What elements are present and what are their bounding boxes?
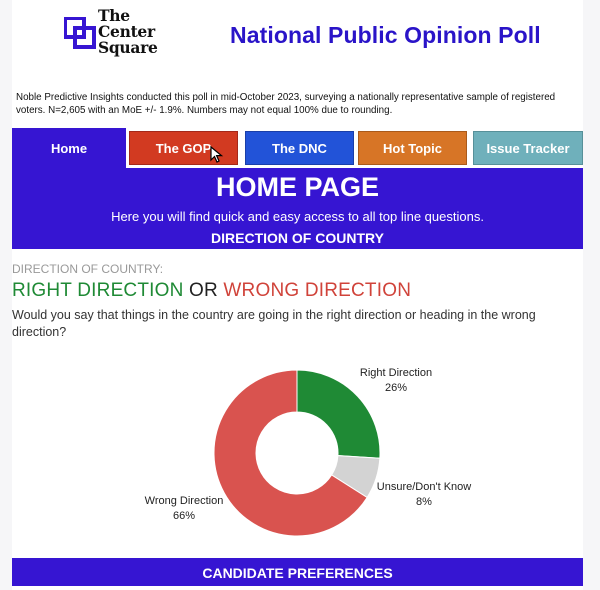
donut-svg: [12, 348, 583, 558]
methodology-note: Noble Predictive Insights conducted this poll in mid-October 2023, surveying a nationally representative sample of registered voters. N=2,605 with an MoE +/- 1.9%. Numbers may not equal 100% due to rounding.: [12, 92, 583, 122]
banner-title: HOME PAGE: [215, 172, 379, 202]
question-text: Would you say that things in the country are going in the right direction or heading in the wrong direction?: [12, 308, 536, 339]
slice-value-label: 66%: [172, 510, 196, 522]
donut-slice-right-direction[interactable]: [297, 370, 380, 458]
tab-hot-topic[interactable]: Hot Topic: [358, 131, 467, 165]
page-title: National Public Opinion Poll: [230, 22, 541, 48]
title-wrong-direction: WRONG DIRECTION: [223, 280, 412, 301]
home-banner: [12, 168, 583, 249]
center-square-logo-icon: [64, 17, 96, 49]
mouse-pointer-icon: [210, 146, 224, 164]
slice-value-label: 8%: [416, 496, 432, 508]
poll-dashboard: [12, 0, 583, 590]
slice-value-label: 26%: [384, 382, 408, 394]
tab-gop[interactable]: The GOP: [129, 131, 238, 165]
question-kicker: DIRECTION OF COUNTRY:: [12, 262, 164, 276]
tab-home[interactable]: Home: [12, 128, 126, 168]
slice-label: Wrong Direction: [144, 495, 224, 507]
logo-line-1: The: [98, 6, 130, 25]
slice-label: Right Direction: [359, 367, 433, 379]
question-title: [12, 280, 411, 302]
tab-bar: [12, 128, 583, 168]
header: [12, 0, 583, 86]
direction-donut-chart: [12, 348, 583, 558]
section-heading-candidates: CANDIDATE PREFERENCES: [12, 558, 583, 586]
center-square-logo[interactable]: [64, 6, 174, 58]
section-heading-direction: DIRECTION OF COUNTRY: [211, 230, 384, 246]
logo-line-2: Center: [98, 22, 155, 41]
logo-line-3: Square: [98, 38, 158, 57]
tab-dnc[interactable]: The DNC: [245, 131, 354, 165]
banner-subtitle: Here you will find quick and easy access to all top line questions.: [111, 209, 484, 224]
tab-issue-tracker[interactable]: Issue Tracker: [473, 131, 583, 165]
title-or: OR: [183, 280, 224, 301]
slice-label: Unsure/Don't Know: [376, 481, 472, 493]
title-right-direction: RIGHT DIRECTION: [12, 280, 184, 301]
logo-wordmark: [98, 8, 158, 56]
